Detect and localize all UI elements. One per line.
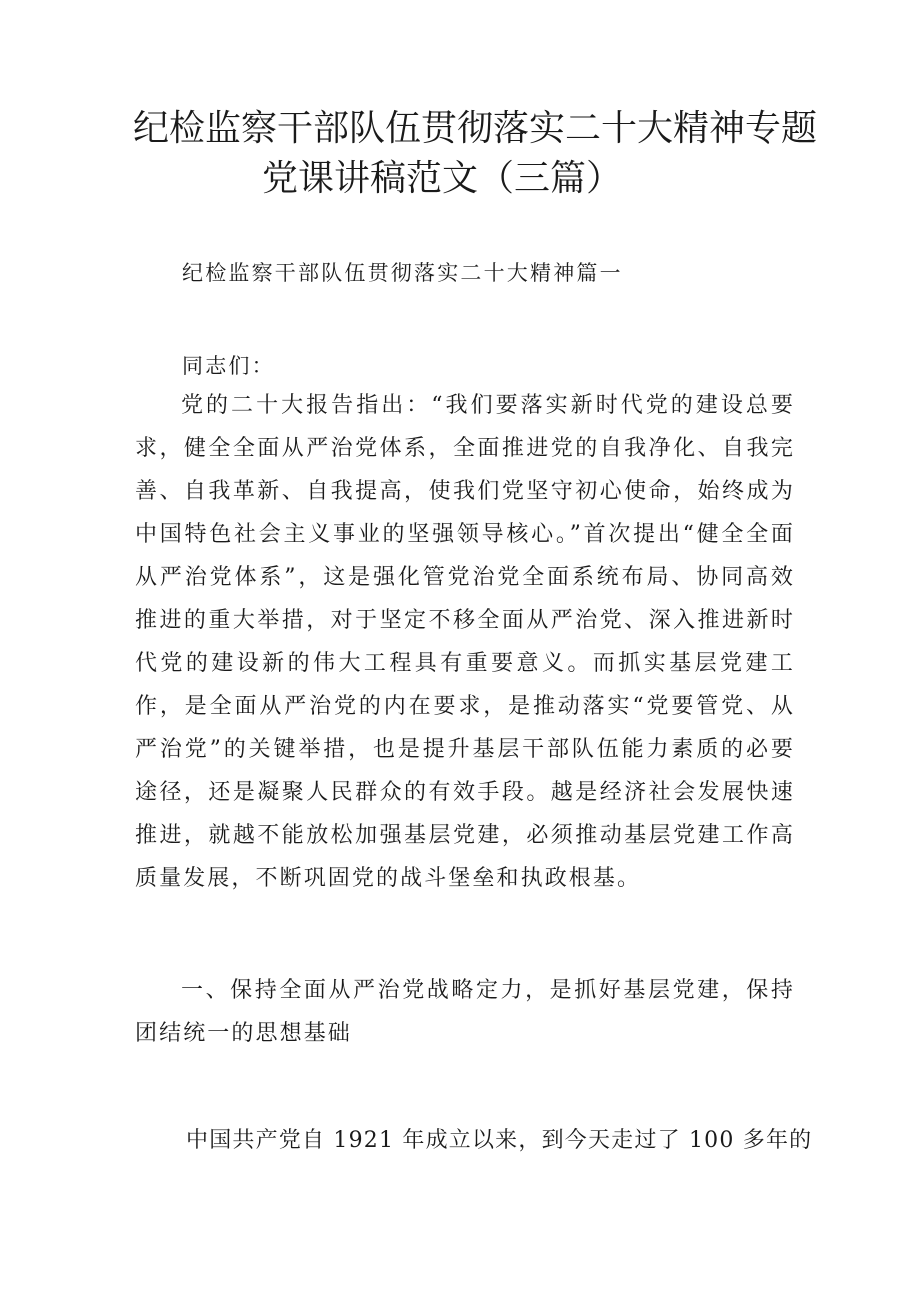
section-title: 纪检监察干部队伍贯彻落实二十大精神篇一 bbox=[182, 261, 623, 285]
body-paragraph-partial: 中国共产党自 1921 年成立以来，到今天走过了 100 多年的 bbox=[186, 1128, 813, 1153]
document-title-line-1: 纪检监察干部队伍贯彻落实二十大精神专题 bbox=[133, 108, 818, 149]
section-heading-paragraph: 一、保持全面从严治党战略定力，是抓好基层党建，保持团结统一的思想基础 bbox=[135, 978, 795, 1046]
body-paragraph: 党的二十大报告指出：“我们要落实新时代党的建设总要求，健全全面从严治党体系，全面推进党的自我净化、自我完善、自我革新、自我提高，使我们党坚守初心使命，始终成为中国特色社会主义事业的坚强领导核心。”首次提出“健全全面从严治党体系”，这是强化管党治党全面系统布局、协同高效推进的重大举措，对于坚定不移全面从严治党、深入推进新时代党的建设新的伟大工程具有重要意义。而抓实基层党建工作，是全面从严治党的内在要求，是推动落实“党要管党、从严治党”的关键举措，也是提升基层干部队伍能力素质的必要途径，还是凝聚人民群众的有效手段。越是经济社会发展快速推进，就越不能放松加强基层党建，必须推动基层党建工作高质量发展，不断巩固党的战斗堡垒和执政根基。 bbox=[135, 393, 795, 891]
document-title-line-2: 党课讲稿范文（三篇） bbox=[262, 158, 623, 199]
salutation: 同志们： bbox=[182, 354, 275, 378]
